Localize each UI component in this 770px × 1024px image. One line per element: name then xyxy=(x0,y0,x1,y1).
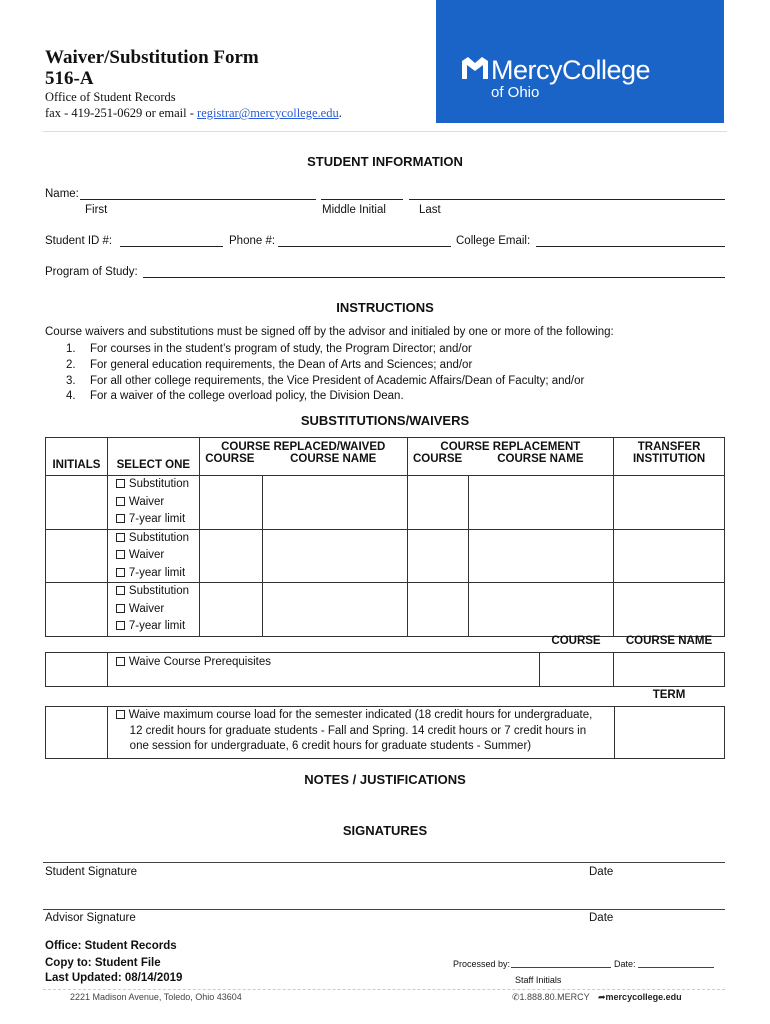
office-name: Office of Student Records xyxy=(45,90,176,104)
option-substitution[interactable]: Substitution xyxy=(108,530,199,548)
substitutions-heading: SUBSTITUTIONS/WAIVERS xyxy=(300,413,470,428)
email-link[interactable]: registrar@mercycollege.edu xyxy=(197,106,339,120)
course-name-header: COURSE NAME xyxy=(497,453,584,465)
select-header-cell xyxy=(107,438,199,476)
middle-caption: Middle Initial xyxy=(322,204,386,216)
select-one-cell xyxy=(107,476,199,530)
institution-header: INSTITUTION xyxy=(632,453,706,465)
last-caption: Last xyxy=(419,204,441,216)
checkbox-icon[interactable] xyxy=(116,710,125,719)
replacement-course-cell[interactable] xyxy=(407,529,469,583)
student-signature-label: Student Signature xyxy=(45,866,138,878)
phone-icon: ✆ xyxy=(512,992,520,1002)
course-load-table xyxy=(45,706,725,759)
option-waive-prerequisites[interactable]: Waive Course Prerequisites xyxy=(108,653,539,671)
advisor-date-label: Date xyxy=(589,912,614,924)
replacement-course-name-cell[interactable] xyxy=(469,476,614,530)
staff-initials-label: Staff Initials xyxy=(515,975,562,985)
initials-header-cell xyxy=(46,438,108,476)
table-row xyxy=(46,529,725,583)
student-id-field[interactable] xyxy=(120,246,223,247)
processed-by-label: Processed by: xyxy=(453,959,511,969)
checkbox-icon[interactable] xyxy=(116,586,125,595)
checkbox-icon[interactable] xyxy=(116,621,125,630)
prereq-initials-cell[interactable] xyxy=(46,653,108,687)
checkbox-icon[interactable] xyxy=(116,533,125,542)
contact-prefix: fax - 419-251-0629 or email - xyxy=(45,106,198,120)
student-date-label: Date xyxy=(589,866,614,878)
option-7-year-limit[interactable]: 7-year limit xyxy=(108,511,199,529)
option-waive-course-load[interactable] xyxy=(108,707,614,755)
replacement-header-cell xyxy=(407,438,614,476)
header-divider xyxy=(43,131,727,132)
term-cell[interactable] xyxy=(614,707,724,759)
select-one-cell xyxy=(107,529,199,583)
college-email-field[interactable] xyxy=(536,246,725,247)
initials-cell[interactable] xyxy=(46,529,108,583)
table-row xyxy=(46,583,725,637)
option-waiver[interactable]: Waiver xyxy=(108,494,199,512)
load-text-line3: one session for undergraduate, 6 credit hours for graduate students - Summer) xyxy=(129,740,532,752)
replaced-course-cell[interactable] xyxy=(199,529,262,583)
form-title-line1: Waiver/Substitution Form xyxy=(45,47,259,68)
cursor-arrow-icon: ➦ xyxy=(598,992,606,1002)
logo-wordmark: MercyCollege xyxy=(491,55,651,85)
checkbox-icon[interactable] xyxy=(116,479,125,488)
load-text-line2: 12 credit hours for graduate students - Fall and Spring. 14 credit hours or 7 credit hours in xyxy=(129,724,587,737)
replaced-course-cell[interactable] xyxy=(199,476,262,530)
processed-by-field[interactable] xyxy=(511,967,611,968)
instruction-item: 3. For all other college requirements, the Vice President of Academic Affairs/Dean of Faculty; and/or xyxy=(66,374,585,387)
prereq-course-name-cell[interactable] xyxy=(614,653,725,687)
transfer-institution-cell[interactable] xyxy=(614,529,725,583)
phone-label: Phone #: xyxy=(229,235,276,247)
checkbox-icon[interactable] xyxy=(116,604,125,613)
last-name-field[interactable] xyxy=(409,199,725,200)
course-load-row xyxy=(46,707,725,759)
select-one-cell xyxy=(107,583,199,637)
course-header: COURSE xyxy=(412,453,463,465)
load-option-cell xyxy=(107,707,614,759)
option-waiver[interactable]: Waiver xyxy=(108,601,199,619)
checkbox-icon[interactable] xyxy=(116,514,125,523)
select-one-header: SELECT ONE xyxy=(116,459,191,471)
footer-phone: ✆1.888.80.MERCY xyxy=(512,992,590,1002)
prereq-table xyxy=(45,652,725,687)
replaced-course-name-cell[interactable] xyxy=(262,583,407,637)
footer-copy-to: Copy to: Student File xyxy=(45,957,161,969)
footer-website[interactable]: ➦mercycollege.edu xyxy=(598,992,682,1002)
term-header: TERM xyxy=(652,689,686,701)
instructions-heading: INSTRUCTIONS xyxy=(336,300,434,315)
load-initials-cell[interactable] xyxy=(46,707,108,759)
signatures-heading: SIGNATURES xyxy=(342,823,428,838)
name-label: Name: xyxy=(45,188,79,200)
form-number: 516-A xyxy=(45,68,94,89)
transfer-header: TRANSFER xyxy=(637,441,701,453)
course-header: COURSE xyxy=(205,453,255,465)
instructions-intro: Course waivers and substitutions must be signed off by the advisor and initialed by one or more of the following: xyxy=(45,326,614,338)
replacement-course-name-cell[interactable] xyxy=(469,583,614,637)
processed-date-label: Date: xyxy=(614,959,636,969)
program-field[interactable] xyxy=(143,277,725,278)
option-7-year-limit[interactable]: 7-year limit xyxy=(108,565,199,583)
instruction-item: 1. For courses in the student’s program of study, the Program Director; and/or xyxy=(66,343,472,355)
student-signature-line[interactable] xyxy=(43,862,725,863)
table-header-row xyxy=(46,438,725,476)
student-info-heading: STUDENT INFORMATION xyxy=(307,154,463,169)
course-name-header: COURSE NAME xyxy=(290,453,377,465)
initials-header: INITIALS xyxy=(52,459,101,471)
replacement-course-name-cell[interactable] xyxy=(469,529,614,583)
contact-suffix: . xyxy=(338,106,342,120)
substitutions-table xyxy=(45,437,725,637)
replaced-header-cell xyxy=(199,438,407,476)
contact-line xyxy=(45,106,342,121)
instruction-item: 4. For a waiver of the college overload policy, the Division Dean. xyxy=(66,390,404,403)
replaced-course-name-cell[interactable] xyxy=(262,476,407,530)
transfer-institution-cell[interactable] xyxy=(614,583,725,637)
option-waiver[interactable]: Waiver xyxy=(108,547,199,565)
footer-address: 2221 Madison Avenue, Toledo, Ohio 43604 xyxy=(70,992,242,1002)
prereq-course-header: COURSE xyxy=(551,635,601,647)
transfer-institution-cell[interactable] xyxy=(614,476,725,530)
phone-field[interactable] xyxy=(278,246,451,247)
prereq-course-cell[interactable] xyxy=(540,653,614,687)
checkbox-icon[interactable] xyxy=(116,497,125,506)
course-replacement-header: COURSE REPLACEMENT xyxy=(440,441,581,453)
checkbox-icon[interactable] xyxy=(116,657,125,666)
notes-heading: NOTES / JUSTIFICATIONS xyxy=(304,772,466,787)
middle-initial-field[interactable] xyxy=(321,199,403,200)
footer-office: Office: Student Records xyxy=(45,940,177,952)
college-logo xyxy=(436,0,724,123)
transfer-header-cell xyxy=(614,438,725,476)
prereq-row xyxy=(46,653,725,687)
advisor-signature-label: Advisor Signature xyxy=(45,912,136,924)
college-email-label: College Email: xyxy=(456,235,531,247)
first-name-field[interactable] xyxy=(80,199,316,200)
course-replaced-header: COURSE REPLACED/WAIVED xyxy=(221,441,386,453)
program-label: Program of Study: xyxy=(45,266,138,278)
form-title xyxy=(45,47,259,89)
replacement-course-cell[interactable] xyxy=(407,583,469,637)
prereq-option-cell xyxy=(107,653,539,687)
first-caption: First xyxy=(85,204,108,216)
table-row xyxy=(46,476,725,530)
option-7-year-limit[interactable]: 7-year limit xyxy=(108,618,199,636)
footer-divider xyxy=(43,989,725,990)
checkbox-icon[interactable] xyxy=(116,550,125,559)
instructions-list xyxy=(66,342,584,405)
logo-subtext: of Ohio xyxy=(491,84,540,101)
instruction-item: 2. For general education requirements, the Dean of Arts and Sciences; and/or xyxy=(66,358,473,371)
processed-date-field[interactable] xyxy=(638,967,714,968)
load-text-line1: Waive maximum course load for the semester indicated (18 credit hours for undergraduate, xyxy=(128,709,593,721)
student-id-label: Student ID #: xyxy=(45,235,113,247)
initials-cell[interactable] xyxy=(46,583,108,637)
option-substitution[interactable]: Substitution xyxy=(108,583,199,601)
mercy-cross-icon xyxy=(460,55,490,81)
checkbox-icon[interactable] xyxy=(116,568,125,577)
advisor-signature-line[interactable] xyxy=(43,909,725,910)
prereq-course-name-header: COURSE NAME xyxy=(625,635,713,647)
replaced-course-cell[interactable] xyxy=(199,583,262,637)
replacement-course-cell[interactable] xyxy=(407,476,469,530)
footer-last-updated: Last Updated: 08/14/2019 xyxy=(45,972,183,984)
option-substitution[interactable]: Substitution xyxy=(108,476,199,494)
replaced-course-name-cell[interactable] xyxy=(262,529,407,583)
initials-cell[interactable] xyxy=(46,476,108,530)
